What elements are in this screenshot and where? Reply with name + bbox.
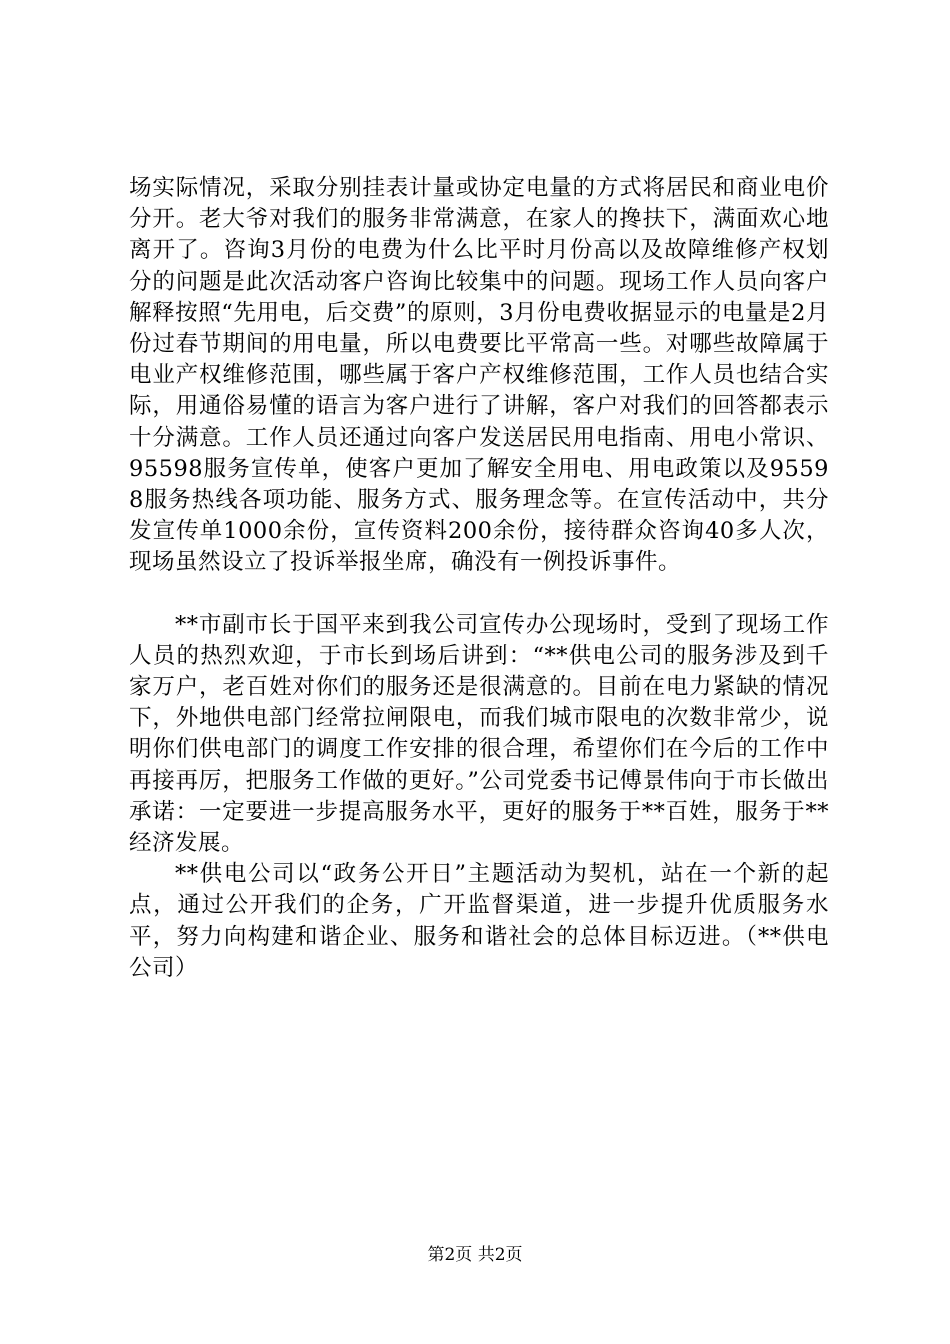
paragraph-gap — [129, 579, 829, 610]
paragraph-conclusion: **供电公司以“政务公开日”主题活动为契机，站在一个新的起点，通过公开我们的企务，广开监督渠道，进一步提升优质服务水平，努力向构建和谐企业、服务和谐社会的总体目标迈进。（**供电公司） — [129, 861, 829, 981]
paragraph-vice-mayor-visit: **市副市长于国平来到我公司宣传办公现场时，受到了现场工作人员的热烈欢迎，于市长到场后讲到：“**供电公司的服务涉及到千家万户，老百姓对你们的服务还是很满意的。目前在电力紧缺的情况下，外地供电部门经常拉闸限电，而我们城市限电的次数非常少，说明你们供电部门的调度工作安排的很合理，希望你们在今后的工作中再接再厉，把服务工作做的更好。”公司党委书记傅景伟向于市长做出承诺：一定要进一步提高服务水平，更好的服务于**百姓，服务于**经济发展。 — [129, 611, 829, 857]
paragraph-continued: 场实际情况，采取分别挂表计量或协定电量的方式将居民和商业电价分开。老大爷对我们的服务非常满意，在家人的搀扶下，满面欢心地离开了。咨询3月份的电费为什么比平时月份高以及故障维修产权划分的问题是此次活动客户咨询比较集中的问题。现场工作人员向客户解释按照“先用电，后交费”的原则，3月份电费收据显示的电量是2月份过春节期间的用电量，所以电费要比平常高一些。对哪些故障属于电业产权维修范围，哪些属于客户产权维修范围，工作人员也结合实际，用通俗易懂的语言为客户进行了讲解，客户对我们的回答都表示十分满意。工作人员还通过向客户发送居民用电指南、用电小常识、95598服务宣传单，使客户更加了解安全用电、用电政策以及95598服务热线各项功能、服务方式、服务理念等。在宣传活动中，共分发宣传单1000余份，宣传资料200余份，接待群众咨询40多人次，现场虽然设立了投诉举报坐席，确没有一例投诉事件。 — [129, 175, 829, 576]
page-footer: 第2页 共2页 — [427, 1245, 523, 1265]
document-body — [129, 173, 829, 984]
